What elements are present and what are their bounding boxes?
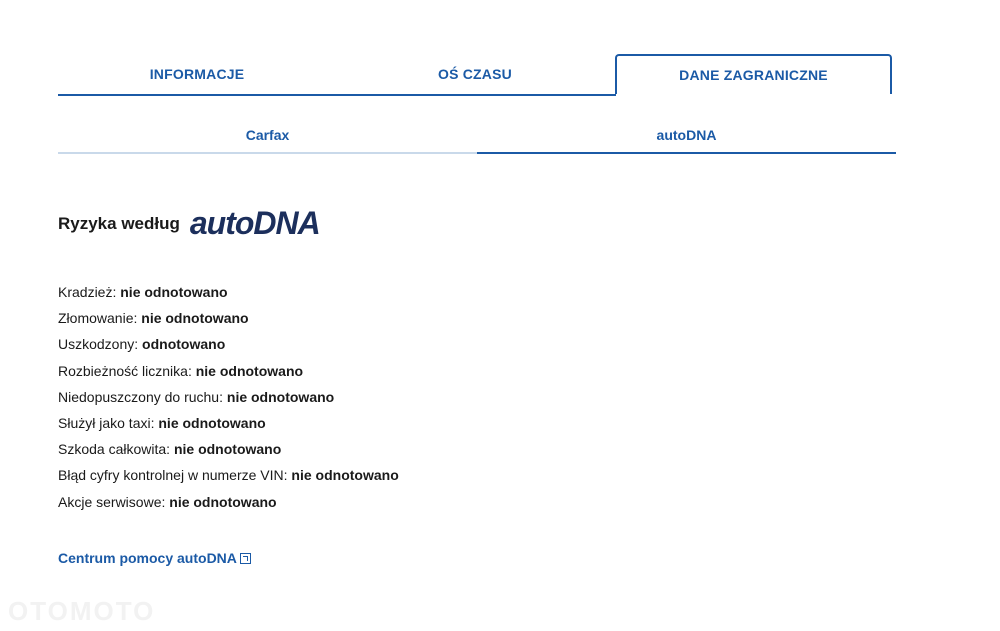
risk-value: nie odnotowano xyxy=(120,284,228,300)
risk-row xyxy=(58,410,399,436)
risk-row xyxy=(58,279,399,305)
risk-label: Uszkodzony: xyxy=(58,336,139,353)
risk-value: nie odnotowano xyxy=(291,467,399,484)
help-center-link-text: Centrum pomocy autoDNA xyxy=(58,550,237,566)
risk-value: nie odnotowano xyxy=(195,362,304,379)
risk-list xyxy=(58,279,399,515)
risk-value: nie odnotowano xyxy=(141,310,249,327)
risk-value: nie odnotowano xyxy=(173,441,282,458)
risk-label: Akcje serwisowe: xyxy=(58,493,166,510)
tab-dane-zagraniczne[interactable]: DANE ZAGRANICZNE xyxy=(615,54,892,94)
tab-informacje[interactable]: INFORMACJE xyxy=(149,66,245,82)
risk-value: nie odnotowano xyxy=(169,493,277,510)
risk-label: Kradzież: xyxy=(58,284,117,300)
risk-row xyxy=(58,489,399,515)
help-center-link[interactable] xyxy=(58,550,251,566)
external-link-icon xyxy=(240,553,251,564)
risk-heading xyxy=(58,205,320,242)
risk-label: Rozbieżność licznika: xyxy=(58,362,192,379)
tab-carfax[interactable]: Carfax xyxy=(58,118,477,154)
risk-row xyxy=(58,462,399,488)
risk-row xyxy=(58,436,399,462)
main-tabs xyxy=(58,54,896,96)
risk-label: Błąd cyfry kontrolnej w numerze VIN: xyxy=(58,467,288,484)
risk-label: Niedopuszczony do ruchu: xyxy=(58,388,223,405)
risk-row xyxy=(58,331,399,357)
risk-row xyxy=(58,358,399,384)
risk-value: nie odnotowano xyxy=(158,415,266,432)
tabs-baseline xyxy=(58,94,616,96)
source-tabs xyxy=(58,118,896,156)
watermark: OTOMOTO xyxy=(8,596,156,626)
risk-row xyxy=(58,305,399,331)
risk-label: Szkoda całkowita: xyxy=(58,441,171,458)
risk-label: Złomowanie: xyxy=(58,310,138,327)
risk-value: odnotowano xyxy=(142,336,226,353)
tab-os-czasu[interactable]: OŚ CZASU xyxy=(438,66,512,82)
risk-value: nie odnotowano xyxy=(226,388,335,405)
risk-heading-text: Ryzyka według xyxy=(58,213,180,233)
autodna-logo: autoDNA xyxy=(189,205,320,241)
risk-label: Służył jako taxi: xyxy=(58,415,155,432)
tab-autodna[interactable]: autoDNA xyxy=(477,118,896,154)
risk-row xyxy=(58,384,399,410)
